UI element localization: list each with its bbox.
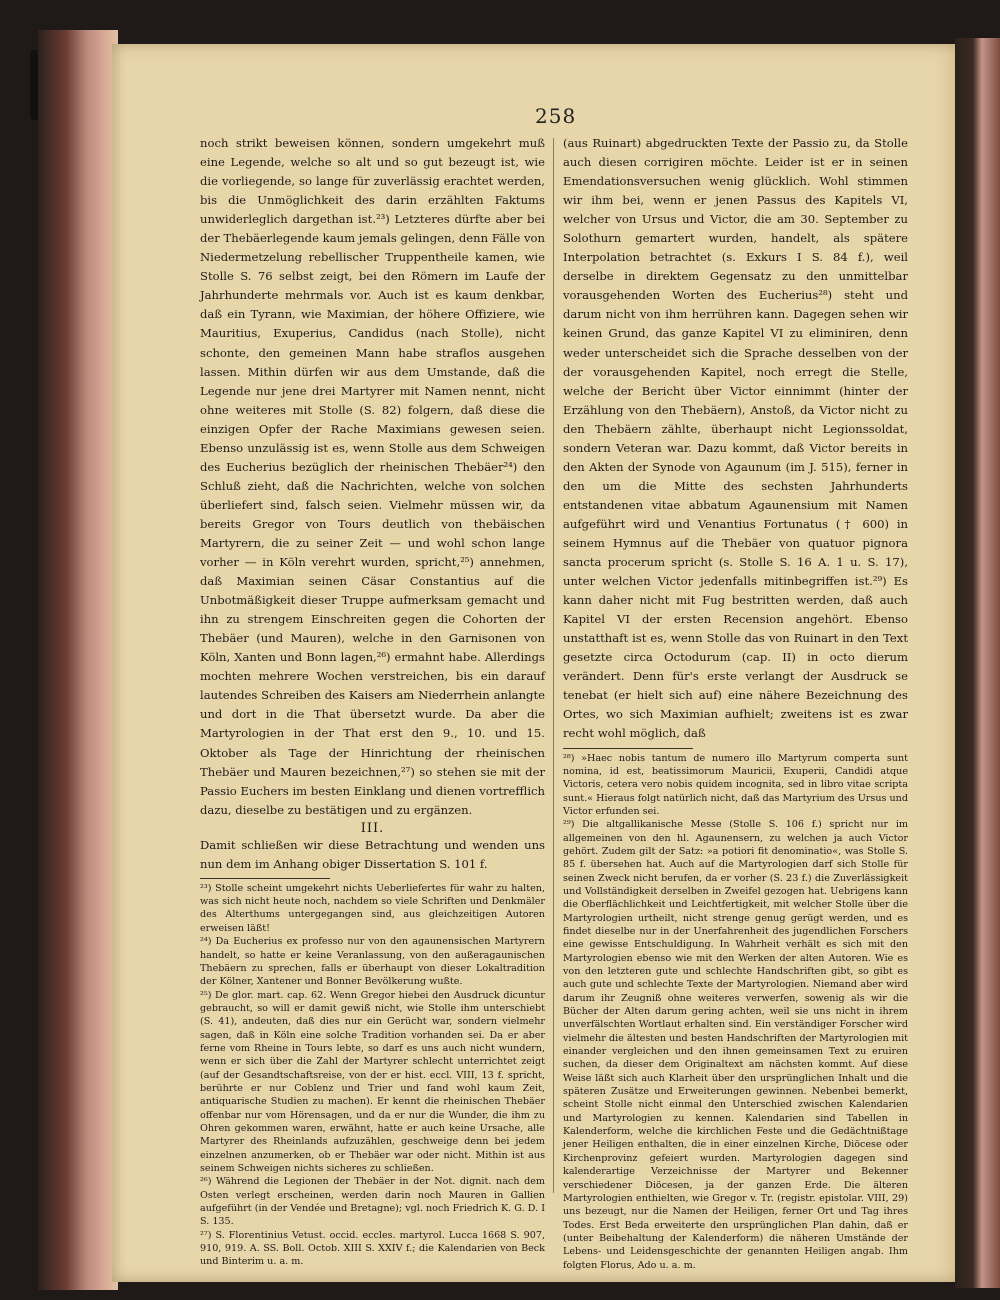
footnote-23: ²³) Stolle scheint umgekehrt nichts Ueberliefertes für wahr zu halten, was sich nicht heute noch, nachdem so viele Schriften und Denkmäler des Alterthums untergegangen sind, aus gleichzeitigen Autoren erweisen läßt! [200, 882, 545, 934]
page-number: 258 [535, 104, 577, 128]
footnote-25: ²⁵) De glor. mart. cap. 62. Wenn Gregor hiebei den Ausdruck dicuntur gebraucht, so will er damit gewiß nicht, wie Stolle ihm unterschiebt (S. 41), andeuten, daß dies nur ein Gerücht war, sondern vielmehr sagen, daß in Köln eine solche Tradition vorhanden sei. Da er aber ferne vom Rheine in Tours lebte, so darf es uns auch nicht wundern, wenn er sich über die Zahl der Martyrer schlecht unterrichtet zeigt (auf der Gesandtschaftsreise, von der er hist. eccl. VIII, 13 f. spricht, berührte er nur Coblenz und Trier und fand wohl kaum Zeit, antiquarische Studien zu machen). Er kennt die rheinischen Thebäer offenbar nur vom Hörensagen, und da er nur die Wunder, die ihm zu Ohren gekommen waren, erwähnt, hatte er auch keine Ursache, alle Martyrer des Rheinlands aufzuzählen, geschweige denn bei jedem einzelnen anzumerken, ob er Thebäer war oder nicht. Mithin ist aus seinem Schweigen nichts sicheres zu schließen. [200, 989, 545, 1174]
left-footnotes [200, 882, 545, 1269]
right-footnotes [563, 752, 908, 1272]
footnote-27: ²⁷) S. Florentinius Vetust. occid. eccles. martyrol. Lucca 1668 S. 907, 910, 919. A. SS. Boll. Octob. XIII S. XXIV f.; die Kalendarien von Beck und Binterim u. a. m. [200, 1229, 545, 1268]
footnote-separator [200, 878, 330, 879]
book-gutter [955, 38, 1000, 1288]
left-column [200, 134, 545, 1269]
left-body-text: noch strikt beweisen können, sondern umgekehrt muß eine Legende, welche so alt und so gut bezeugt ist, wie die vorliegende, so lange für zuverlässig erachtet werden, bis die Unmöglichkeit des darin erzählten Faktums unwiderleglich dargethan ist.²³) Letzteres dürfte aber bei der Thebäerlegende kaum jemals gelingen, denn Fälle von Niedermetzelung rebellischer Truppentheile kamen, wie Stolle S. 76 selbst zeigt, bei den Römern im Laufe der Jahrhunderte mehrmals vor. Auch ist es kaum denkbar, daß ein Tyrann, wie Maximian, der höhere Offiziere, wie Mauritius, Exuperius, Candidus (nach Stolle), nicht schonte, den gemeinen Mann habe straflos ausgehen lassen. Mithin dürfen wir aus dem Umstande, daß die Legende nur jene drei Martyrer mit Namen nennt, nicht ohne weiteres mit Stolle (S. 82) folgern, daß diese die einzigen Opfer der Rache Maximians gewesen seien. Ebenso unzulässig ist es, wenn Stolle aus dem Schweigen des Eucherius bezüglich der rheinischen Thebäer²⁴) den Schluß zieht, daß die Nachrichten, welche von solchen überliefert sind, falsch seien. Vielmehr müssen wir, da bereits Gregor von Tours deutlich von thebäischen Martyrern, die zu seiner Zeit — und wohl schon lange vorher — in Köln verehrt wurden, spricht,²⁵) annehmen, daß Maximian seinen Cäsar Constantius auf die Unbotmäßigkeit dieser Truppe aufmerksam gemacht und ihn zu strengem Einschreiten gegen die Cohorten der Thebäer (und Mauren), welche in den Garnisonen von Köln, Xanten und Bonn lagen,²⁶) ermahnt habe. Allerdings mochten mehrere Wochen verstreichen, bis ein darauf lautendes Schreiben des Kaisers am Niederrhein anlangte und dort in die That übersetzt wurde. Da aber die Martyrologien in der That erst den 9., 10. und 15. Oktober als Tage der Hinrichtung der rheinischen Thebäer und Mauren bezeichnen,²⁷) so stehen sie mit der Passio Euchers im besten Einklang und dienen vortrefflich dazu, dieselbe zu bestätigen und zu ergänzen. [200, 136, 545, 817]
column-divider [553, 138, 554, 1193]
book-page-edges [38, 30, 118, 1290]
footnote-separator [563, 748, 693, 749]
section-heading: III. [360, 820, 385, 836]
section-text: Damit schließen wir diese Betrachtung und wenden uns nun dem im Anhang obiger Dissertation S. 101 f. [200, 837, 545, 871]
footnote-26: ²⁶) Während die Legionen der Thebäer in der Not. dignit. nach dem Osten verlegt erscheinen, werden darin noch Mauren in Gallien aufgeführt (in der Vendée und Bretagne); vgl. noch Friedrich K. G. D. I S. 135. [200, 1176, 545, 1228]
footnote-29: ²⁹) Die altgallikanische Messe (Stolle S. 106 f.) spricht nur im allgemeinen von den hl. Agaunensern, zu welchen ja auch Victor gehört. Zudem gilt der Satz: »a potiori fit denominatio«, was Stolle S. 85 f. übersehen hat. Auch auf die Martyrologien darf sich Stolle für seinen Zweck nicht berufen, da er vorher (S. 23 f.) die Zuverlässigkeit und Vollständigkeit derselben in Zweifel gezogen hat. Uebrigens kann die Oberflächlichkeit und Leichtfertigkeit, mit welcher Stolle über die Martyrologien urtheilt, nicht strenge genug gerügt werden, und es findet dieselbe nur in der Unerfahrenheit des jugendlichen Forschers eine gewisse Entschuldigung. In Wahrheit verhält es sich mit den Martyrologien ebenso wie mit den Werken der alten Autoren. Wie es von den letzteren gute und schlechte Handschriften gibt, so gibt es auch gute und schlechte Texte der Martyrologien. Niemand aber wird darum ihr Zeugniß ohne weiteres verwerfen, sowenig als wir die Bücher der Alten darum gering achten, weil sie uns nicht in ihrem unverfälschten Wortlaut erhalten sind. Ein verständiger Forscher wird vielmehr die ältesten und besten Handschriften der Martyrologien mit einander vergleichen und den ihnen gemeinsamen Text zu eruiren suchen, da dieser dem Originaltext am nächsten kommt. Auf diese Weise läßt sich auch Klarheit über den ursprünglichen Inhalt und die späteren Zusätze und Erweiterungen gewinnen. Nebenbei bemerkt, scheint Stolle nicht einmal den Unterschied zwischen Kalendarien und Martyrologien zu kennen. Kalendarien sind Tabellen in Kalenderform, welche die kirchlichen Feste und die Gedächtnißtage jener Heiligen enthalten, die in einer einzelnen Kirche, Diöcese oder Kirchenprovinz gefeiert wurden. Martyrologien dagegen sind kalenderartige Verzeichnisse der Martyrer und Bekenner verschiedener Diöcesen, ja der ganzen Erde. Die älteren Martyrologien enthielten, wie Gregor v. Tr. (registr. epistolar. VIII, 29) uns bezeugt, nur die Namen der Heiligen, ferner Ort und Tag ihres Todes. Erst Beda erweiterte den ursprünglichen Plan dahin, daß er (unter Beibehaltung der Kalenderform) die näheren Umstände der Lebens- und Leidensgeschichte der genannten Heiligen angab. Ihm folgten Florus, Ado u. a. m. [563, 819, 908, 1271]
right-body-text: (aus Ruinart) abgedruckten Texte der Passio zu, da Stolle auch diesen corrigiren möchte. Leider ist er in seinen Emendationsversuchen wenig glücklich. Wohl stimmen wir ihm bei, wenn er jenen Passus des Kapitels VI, welcher von Ursus und Victor, die am 30. September zu Solothurn gemartert wurden, handelt, als spätere Interpolation betrachtet (s. Exkurs I S. 84 f.), weil derselbe in direktem Gegensatz zu den unmittelbar vorausgehenden Worten des Eucherius²⁸) steht und darum nicht von ihm herrühren kann. Dagegen sehen wir keinen Grund, das ganze Kapitel VI zu eliminiren, denn weder unterscheidet sich die Sprache desselben von der der vorausgehenden Kapitel, noch erregt die Stelle, welche der Bericht über Victor einnimmt (hinter der Erzählung von den Thebäern), Anstoß, da Victor nicht zu den Thebäern zählte, überhaupt nicht Legionssoldat, sondern Veteran war. Dazu kommt, daß Victor bereits in den Akten der Synode von Agaunum (im J. 515), ferner in den um die Mitte des sechsten Jahrhunderts entstandenen vitae abbatum Agaunensium mit Namen aufgeführt wird und Venantius Fortunatus († 600) in seinem Hymnus auf die Thebäer von quatuor pignora sancta procerum spricht (s. Stolle S. 16 A. 1 u. S. 17), unter welchen Victor jedenfalls mitinbegriffen ist.²⁹) Es kann daher nicht mit Fug bestritten werden, daß auch Kapitel VI der ersten Recension angehört. Ebenso unstatthaft ist es, wenn Stolle das von Ruinart in den Text gesetzte circa Octodurum (cap. II) in octo dierum verändert. Denn für's erste verlangt der Ausdruck se tenebat (er hielt sich auf) eine nähere Bezeichnung des Ortes, wo sich Maximian aufhielt; zweitens ist es zwar recht wohl möglich, daß [563, 136, 908, 741]
footnote-24: ²⁴) Da Eucherius ex professo nur von den agaunensischen Martyrern handelt, so hatte er keine Veranlassung, von den außeragaunischen Thebäern zu sprechen, falls er überhaupt von dieser Lokaltradition der Kölner, Xantener und Bonner Bevölkerung wußte. [200, 936, 545, 988]
right-column [563, 134, 908, 1272]
footnote-28: ²⁸) »Haec nobis tantum de numero illo Martyrum comperta sunt nomina, id est, beatissimorum Mauricii, Exuperii, Candidi atque Victoris, cetera vero nobis quidem incognita, sed in libro vitae scripta sunt.« Hieraus folgt natürlich nicht, daß das Martyrium des Ursus und Victor erfunden sei. [563, 752, 908, 817]
